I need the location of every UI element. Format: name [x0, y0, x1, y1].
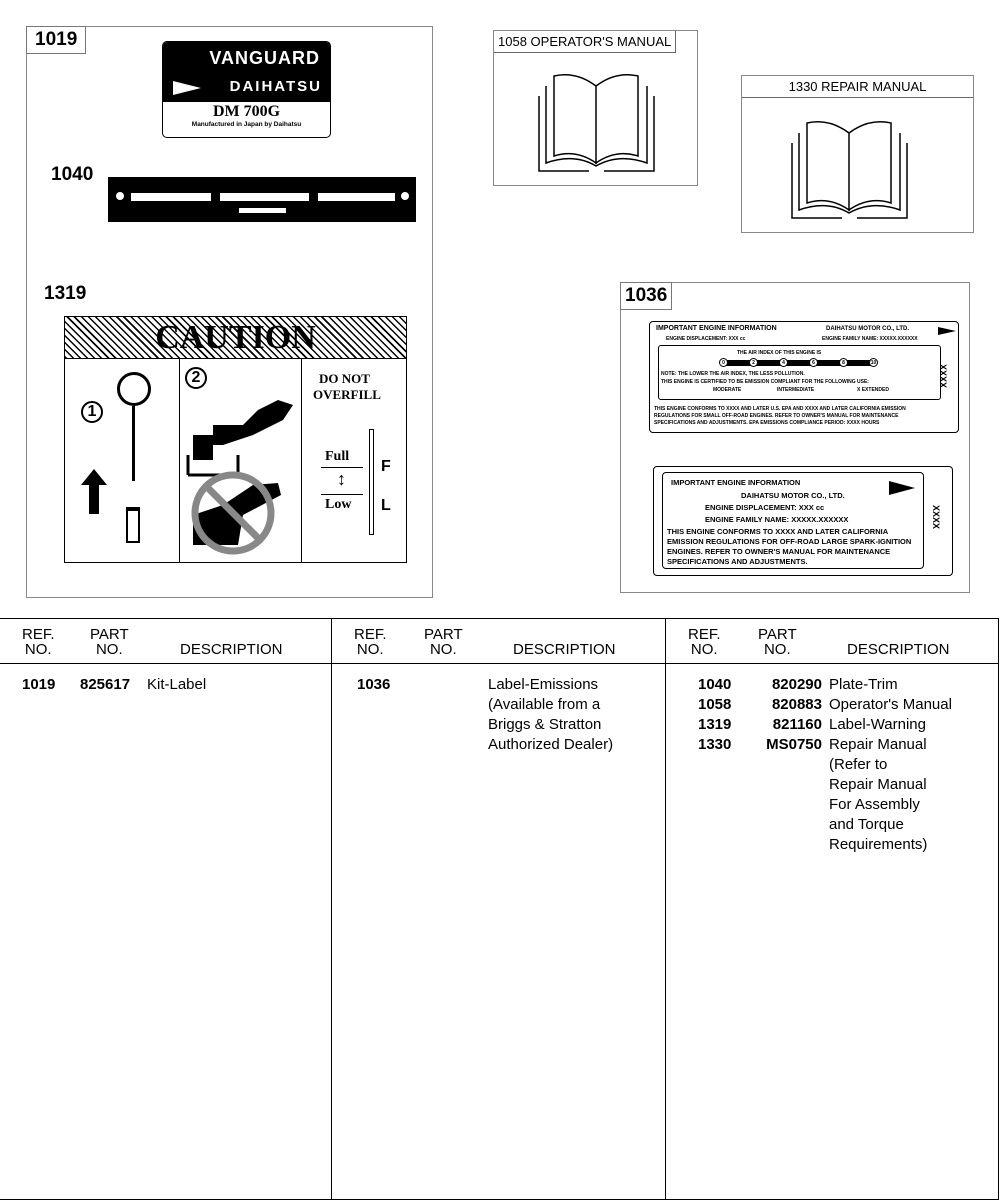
- label-displacement: ENGINE DISPLACEMENT: XXX cc: [705, 503, 825, 512]
- trim-plate: [108, 177, 416, 222]
- parts-column-1: [0, 618, 332, 1200]
- daihatsu-logo-icon: [173, 81, 201, 95]
- label-line-4: SPECIFICATIONS AND ADJUSTMENTS.: [667, 557, 808, 566]
- label-code: XXXX: [938, 363, 949, 389]
- ref-cell: 1036: [357, 676, 391, 693]
- description-header: DESCRIPTION: [513, 641, 616, 658]
- certified-text: THIS ENGINE IS CERTIFIED TO BE EMISSION COMPLIANT FOR THE FOLLOWING USE:: [661, 379, 869, 385]
- label-title: IMPORTANT ENGINE INFORMATION: [656, 325, 777, 332]
- ref-tag-1019: 1019: [26, 26, 86, 54]
- label-family: ENGINE FAMILY NAME: XXXXX.XXXXXX: [705, 515, 849, 524]
- ref-cell: 1019: [22, 676, 56, 693]
- footer-text: Manufactured in Japan by Daihatsu: [191, 121, 302, 128]
- use-intermediate: INTERMEDIATE: [777, 387, 815, 393]
- step-2-icon: 2: [185, 367, 207, 389]
- part-cell: 820290 820883 821160 MS0750: [766, 676, 822, 753]
- pour-oil-icon: [183, 365, 301, 555]
- air-index-mark: 10: [870, 360, 877, 366]
- repair-manual-panel: [741, 75, 974, 233]
- label-line-1: THIS ENGINE CONFORMS TO XXXX AND LATER CALIFORNIA: [667, 527, 889, 536]
- do-not-text: DO NOT: [319, 371, 370, 386]
- emissions-label-b: [653, 466, 953, 576]
- part-header: PART NO.: [90, 626, 129, 658]
- part-cell: 825617: [80, 676, 131, 693]
- part-header: PART NO.: [758, 626, 797, 658]
- maker-text: DAIHATSU: [229, 78, 322, 95]
- air-index-mark: 0: [719, 358, 728, 367]
- label-code: XXXX: [931, 504, 942, 530]
- description-header: DESCRIPTION: [847, 641, 950, 658]
- label-maker: DAIHATSU MOTOR CO., LTD.: [826, 326, 909, 332]
- caution-title: CAUTION: [155, 319, 316, 356]
- ref-tag-1036: 1036: [620, 282, 672, 310]
- book-icon: [787, 118, 912, 228]
- overfill-text: OVERFILL: [313, 387, 381, 402]
- f-mark: F: [381, 458, 391, 475]
- full-text: Full: [325, 449, 350, 464]
- level-arrow-icon: ↕: [337, 469, 346, 489]
- conforms-text-3: SPECIFICATIONS AND ADJUSTMENTS. EPA EMISSIONS COMPLIANCE PERIOD: XXXX HOURS: [654, 420, 880, 426]
- vanguard-label: [162, 41, 331, 138]
- parts-column-2: [331, 618, 666, 1200]
- repair-manual-label: 1330 REPAIR MANUAL: [742, 76, 973, 98]
- ref-cell: 1040 1058 1319 1330: [698, 676, 732, 753]
- emissions-label-a: [649, 321, 959, 433]
- description-cell: Label-Emissions (Available from a Briggs & Stratton Authorized Dealer): [488, 676, 614, 753]
- ref-header: REF. NO.: [354, 626, 387, 658]
- air-index-mark: 6: [809, 358, 818, 367]
- operators-manual-label: 1058 OPERATOR'S MANUAL: [494, 31, 676, 53]
- daihatsu-logo-icon: [938, 327, 956, 335]
- caution-label: [64, 316, 407, 563]
- air-index-mark: 2: [749, 358, 758, 367]
- l-mark: L: [381, 497, 391, 514]
- ref-1319: 1319: [44, 283, 87, 304]
- daihatsu-logo-icon: [889, 481, 915, 495]
- label-displacement: ENGINE DISPLACEMENT: XXX cc: [666, 336, 746, 342]
- arrow-up-icon: [81, 469, 107, 485]
- conforms-text: THIS ENGINE CONFORMS TO XXXX AND LATER U.S. EPA AND XXXX AND LATER CALIFORNIA EMISSION: [654, 406, 906, 412]
- emissions-label-panel: [620, 282, 970, 593]
- ref-header: REF. NO.: [22, 626, 55, 658]
- use-moderate: MODERATE: [713, 387, 742, 393]
- part-header: PART NO.: [424, 626, 463, 658]
- description-header: DESCRIPTION: [180, 641, 283, 658]
- description-cell: Kit-Label: [147, 676, 207, 693]
- label-family: ENGINE FAMILY NAME: XXXXX.XXXXXX: [822, 336, 918, 342]
- label-title: IMPORTANT ENGINE INFORMATION: [671, 478, 801, 487]
- label-line-3: ENGINES. REFER TO OWNER'S MANUAL FOR MAINTENANCE: [667, 547, 891, 556]
- air-index-mark: 4: [779, 358, 788, 367]
- air-index-text: THE AIR INDEX OF THIS ENGINE IS: [737, 350, 822, 356]
- ref-header: REF. NO.: [688, 626, 721, 658]
- low-text: Low: [325, 497, 352, 512]
- dipstick-icon: [117, 372, 151, 406]
- kit-label-panel: [26, 26, 433, 598]
- brand-text: VANGUARD: [209, 48, 320, 68]
- conforms-text-2: REGULATIONS FOR SMALL OFF-ROAD ENGINES. REFER TO OWNER'S MANUAL FOR MAINTENANCE: [654, 413, 899, 419]
- description-cell: Plate-Trim Operator's Manual Label-Warning Repair Manual (Refer to Repair Manual For Assembly and Torque Requirements): [829, 676, 952, 853]
- operators-manual-panel: [493, 30, 698, 186]
- use-extended: X EXTENDED: [857, 387, 889, 393]
- air-index-scale: [721, 360, 877, 366]
- book-icon: [534, 71, 659, 181]
- ref-1040: 1040: [51, 164, 94, 185]
- step-1-icon: 1: [81, 401, 103, 423]
- label-line-2: EMISSION REGULATIONS FOR OFF-ROAD LARGE SPARK-IGNITION: [667, 537, 912, 546]
- parts-column-3: [665, 618, 999, 1200]
- model-text: DM 700G: [212, 103, 281, 120]
- label-maker: DAIHATSU MOTOR CO., LTD.: [741, 491, 845, 500]
- note-text: NOTE: THE LOWER THE AIR INDEX, THE LESS POLLUTION.: [661, 371, 805, 377]
- air-index-mark: 8: [839, 358, 848, 367]
